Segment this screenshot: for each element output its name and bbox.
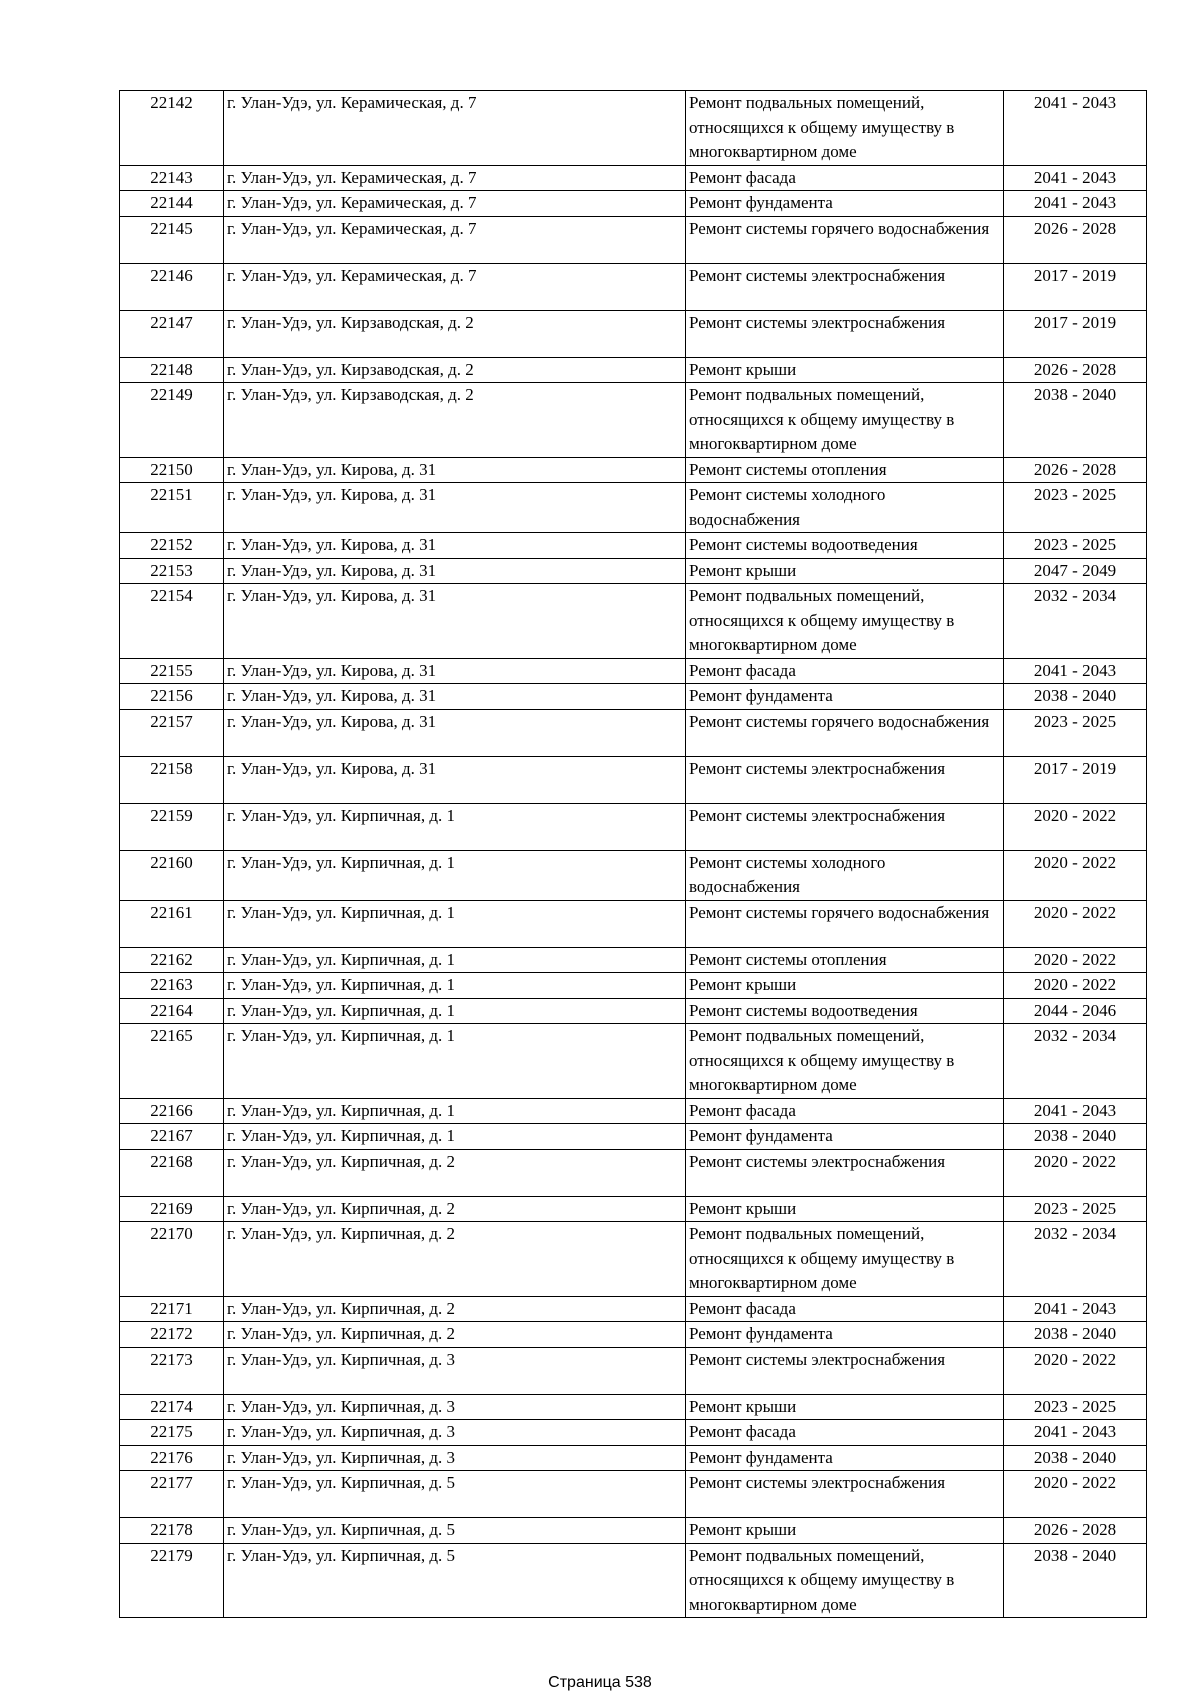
table-row (120, 803, 1147, 850)
address-cell: г. Улан-Удэ, ул. Кирпичная, д. 2 (224, 1322, 686, 1348)
address-cell: г. Улан-Удэ, ул. Кирпичная, д. 1 (224, 1124, 686, 1150)
page-number: Страница 538 (548, 1674, 652, 1691)
table-row (120, 947, 1147, 973)
row-number: 22143 (120, 165, 224, 191)
period-cell: 2041 - 2043 (1004, 1420, 1147, 1446)
address-cell: г. Улан-Удэ, ул. Керамическая, д. 7 (224, 216, 686, 263)
table-row (120, 165, 1147, 191)
address-cell: г. Улан-Удэ, ул. Кирпичная, д. 3 (224, 1347, 686, 1394)
address-cell: г. Улан-Удэ, ул. Кирпичная, д. 3 (224, 1394, 686, 1420)
row-number: 22172 (120, 1322, 224, 1348)
row-number: 22153 (120, 558, 224, 584)
period-cell: 2017 - 2019 (1004, 310, 1147, 357)
row-number: 22177 (120, 1471, 224, 1518)
table-row (120, 91, 1147, 166)
period-cell: 2020 - 2022 (1004, 973, 1147, 999)
row-number: 22157 (120, 709, 224, 756)
work-type-cell: Ремонт системы горячего водоснабжения (686, 900, 1004, 947)
repair-schedule-table (119, 90, 1147, 1618)
row-number: 22158 (120, 756, 224, 803)
address-cell: г. Улан-Удэ, ул. Кирпичная, д. 2 (224, 1296, 686, 1322)
row-number: 22174 (120, 1394, 224, 1420)
address-cell: г. Улан-Удэ, ул. Кирова, д. 31 (224, 533, 686, 559)
address-cell: г. Улан-Удэ, ул. Кирпичная, д. 1 (224, 973, 686, 999)
period-cell: 2041 - 2043 (1004, 165, 1147, 191)
row-number: 22171 (120, 1296, 224, 1322)
address-cell: г. Улан-Удэ, ул. Керамическая, д. 7 (224, 91, 686, 166)
table-row (120, 1196, 1147, 1222)
period-cell: 2020 - 2022 (1004, 1471, 1147, 1518)
row-number: 22149 (120, 383, 224, 458)
period-cell: 2032 - 2034 (1004, 1024, 1147, 1099)
address-cell: г. Улан-Удэ, ул. Кирпичная, д. 1 (224, 1024, 686, 1099)
table-row (120, 973, 1147, 999)
row-number: 22151 (120, 483, 224, 533)
work-type-cell: Ремонт подвальных помещений, относящихся к общему имуществу в многоквартирном доме (686, 383, 1004, 458)
row-number: 22162 (120, 947, 224, 973)
work-type-cell: Ремонт крыши (686, 1196, 1004, 1222)
row-number: 22169 (120, 1196, 224, 1222)
period-cell: 2017 - 2019 (1004, 263, 1147, 310)
address-cell: г. Улан-Удэ, ул. Кирпичная, д. 1 (224, 947, 686, 973)
row-number: 22173 (120, 1347, 224, 1394)
period-cell: 2026 - 2028 (1004, 216, 1147, 263)
table-row (120, 457, 1147, 483)
table-row (120, 533, 1147, 559)
address-cell: г. Улан-Удэ, ул. Кирпичная, д. 3 (224, 1445, 686, 1471)
period-cell: 2041 - 2043 (1004, 1296, 1147, 1322)
row-number: 22154 (120, 584, 224, 659)
address-cell: г. Улан-Удэ, ул. Кирпичная, д. 1 (224, 900, 686, 947)
period-cell: 2020 - 2022 (1004, 803, 1147, 850)
address-cell: г. Улан-Удэ, ул. Кирпичная, д. 1 (224, 998, 686, 1024)
work-type-cell: Ремонт фундамента (686, 191, 1004, 217)
row-number: 22166 (120, 1098, 224, 1124)
table-row (120, 1024, 1147, 1099)
address-cell: г. Улан-Удэ, ул. Кирпичная, д. 2 (224, 1222, 686, 1297)
table-row (120, 263, 1147, 310)
period-cell: 2020 - 2022 (1004, 900, 1147, 947)
period-cell: 2032 - 2034 (1004, 1222, 1147, 1297)
work-type-cell: Ремонт фундамента (686, 1322, 1004, 1348)
work-type-cell: Ремонт системы электроснабжения (686, 1149, 1004, 1196)
work-type-cell: Ремонт фундамента (686, 1445, 1004, 1471)
period-cell: 2041 - 2043 (1004, 1098, 1147, 1124)
address-cell: г. Улан-Удэ, ул. Кирова, д. 31 (224, 457, 686, 483)
period-cell: 2038 - 2040 (1004, 1543, 1147, 1618)
table-row (120, 1098, 1147, 1124)
table-row (120, 383, 1147, 458)
work-type-cell: Ремонт системы электроснабжения (686, 756, 1004, 803)
table-row (120, 191, 1147, 217)
table-row (120, 684, 1147, 710)
work-type-cell: Ремонт подвальных помещений, относящихся к общему имуществу в многоквартирном доме (686, 91, 1004, 166)
period-cell: 2023 - 2025 (1004, 533, 1147, 559)
table-row (120, 1394, 1147, 1420)
address-cell: г. Улан-Удэ, ул. Кирпичная, д. 1 (224, 803, 686, 850)
address-cell: г. Улан-Удэ, ул. Керамическая, д. 7 (224, 263, 686, 310)
period-cell: 2038 - 2040 (1004, 684, 1147, 710)
work-type-cell: Ремонт фасада (686, 1098, 1004, 1124)
period-cell: 2038 - 2040 (1004, 1322, 1147, 1348)
period-cell: 2023 - 2025 (1004, 1196, 1147, 1222)
address-cell: г. Улан-Удэ, ул. Кирзаводская, д. 2 (224, 357, 686, 383)
work-type-cell: Ремонт фасада (686, 1420, 1004, 1446)
table-row (120, 1445, 1147, 1471)
period-cell: 2026 - 2028 (1004, 457, 1147, 483)
address-cell: г. Улан-Удэ, ул. Кирпичная, д. 5 (224, 1471, 686, 1518)
work-type-cell: Ремонт системы горячего водоснабжения (686, 709, 1004, 756)
table-row (120, 900, 1147, 947)
table-row (120, 1518, 1147, 1544)
table-row (120, 1543, 1147, 1618)
row-number: 22142 (120, 91, 224, 166)
row-number: 22170 (120, 1222, 224, 1297)
address-cell: г. Улан-Удэ, ул. Кирова, д. 31 (224, 584, 686, 659)
row-number: 22150 (120, 457, 224, 483)
table-row (120, 850, 1147, 900)
work-type-cell: Ремонт подвальных помещений, относящихся к общему имуществу в многоквартирном доме (686, 584, 1004, 659)
table-row (120, 658, 1147, 684)
work-type-cell: Ремонт крыши (686, 357, 1004, 383)
row-number: 22163 (120, 973, 224, 999)
work-type-cell: Ремонт подвальных помещений, относящихся к общему имуществу в многоквартирном доме (686, 1222, 1004, 1297)
row-number: 22145 (120, 216, 224, 263)
row-number: 22147 (120, 310, 224, 357)
table-row (120, 1347, 1147, 1394)
period-cell: 2023 - 2025 (1004, 1394, 1147, 1420)
work-type-cell: Ремонт крыши (686, 1518, 1004, 1544)
row-number: 22168 (120, 1149, 224, 1196)
address-cell: г. Улан-Удэ, ул. Кирпичная, д. 2 (224, 1196, 686, 1222)
row-number: 22159 (120, 803, 224, 850)
period-cell: 2026 - 2028 (1004, 357, 1147, 383)
period-cell: 2023 - 2025 (1004, 709, 1147, 756)
table-row (120, 998, 1147, 1024)
address-cell: г. Улан-Удэ, ул. Кирпичная, д. 5 (224, 1518, 686, 1544)
row-number: 22160 (120, 850, 224, 900)
table-row (120, 558, 1147, 584)
address-cell: г. Улан-Удэ, ул. Кирова, д. 31 (224, 658, 686, 684)
address-cell: г. Улан-Удэ, ул. Керамическая, д. 7 (224, 191, 686, 217)
row-number: 22146 (120, 263, 224, 310)
address-cell: г. Улан-Удэ, ул. Кирпичная, д. 5 (224, 1543, 686, 1618)
address-cell: г. Улан-Удэ, ул. Кирпичная, д. 1 (224, 1098, 686, 1124)
address-cell: г. Улан-Удэ, ул. Кирпичная, д. 3 (224, 1420, 686, 1446)
period-cell: 2020 - 2022 (1004, 1347, 1147, 1394)
address-cell: г. Улан-Удэ, ул. Керамическая, д. 7 (224, 165, 686, 191)
work-type-cell: Ремонт фасада (686, 1296, 1004, 1322)
table-row (120, 756, 1147, 803)
row-number: 22161 (120, 900, 224, 947)
period-cell: 2038 - 2040 (1004, 383, 1147, 458)
work-type-cell: Ремонт фундамента (686, 1124, 1004, 1150)
period-cell: 2047 - 2049 (1004, 558, 1147, 584)
work-type-cell: Ремонт системы холодного водоснабжения (686, 483, 1004, 533)
period-cell: 2038 - 2040 (1004, 1124, 1147, 1150)
table-row (120, 483, 1147, 533)
period-cell: 2032 - 2034 (1004, 584, 1147, 659)
period-cell: 2017 - 2019 (1004, 756, 1147, 803)
work-type-cell: Ремонт системы отопления (686, 947, 1004, 973)
address-cell: г. Улан-Удэ, ул. Кирова, д. 31 (224, 756, 686, 803)
row-number: 22176 (120, 1445, 224, 1471)
period-cell: 2041 - 2043 (1004, 191, 1147, 217)
work-type-cell: Ремонт системы электроснабжения (686, 1471, 1004, 1518)
work-type-cell: Ремонт системы отопления (686, 457, 1004, 483)
address-cell: г. Улан-Удэ, ул. Кирова, д. 31 (224, 709, 686, 756)
row-number: 22164 (120, 998, 224, 1024)
period-cell: 2026 - 2028 (1004, 1518, 1147, 1544)
work-type-cell: Ремонт системы холодного водоснабжения (686, 850, 1004, 900)
table-row (120, 1322, 1147, 1348)
table-row (120, 584, 1147, 659)
period-cell: 2020 - 2022 (1004, 1149, 1147, 1196)
table-row (120, 216, 1147, 263)
work-type-cell: Ремонт крыши (686, 1394, 1004, 1420)
period-cell: 2020 - 2022 (1004, 947, 1147, 973)
work-type-cell: Ремонт фасада (686, 658, 1004, 684)
row-number: 22167 (120, 1124, 224, 1150)
table-row (120, 310, 1147, 357)
work-type-cell: Ремонт крыши (686, 973, 1004, 999)
work-type-cell: Ремонт системы электроснабжения (686, 263, 1004, 310)
work-type-cell: Ремонт подвальных помещений, относящихся к общему имуществу в многоквартирном доме (686, 1543, 1004, 1618)
period-cell: 2038 - 2040 (1004, 1445, 1147, 1471)
work-type-cell: Ремонт системы горячего водоснабжения (686, 216, 1004, 263)
address-cell: г. Улан-Удэ, ул. Кирова, д. 31 (224, 558, 686, 584)
table-row (120, 357, 1147, 383)
address-cell: г. Улан-Удэ, ул. Кирпичная, д. 1 (224, 850, 686, 900)
address-cell: г. Улан-Удэ, ул. Кирова, д. 31 (224, 483, 686, 533)
row-number: 22148 (120, 357, 224, 383)
work-type-cell: Ремонт фасада (686, 165, 1004, 191)
address-cell: г. Улан-Удэ, ул. Кирзаводская, д. 2 (224, 383, 686, 458)
period-cell: 2020 - 2022 (1004, 850, 1147, 900)
work-type-cell: Ремонт фундамента (686, 684, 1004, 710)
work-type-cell: Ремонт системы электроснабжения (686, 310, 1004, 357)
work-type-cell: Ремонт системы электроснабжения (686, 1347, 1004, 1394)
period-cell: 2044 - 2046 (1004, 998, 1147, 1024)
address-cell: г. Улан-Удэ, ул. Кирова, д. 31 (224, 684, 686, 710)
period-cell: 2023 - 2025 (1004, 483, 1147, 533)
row-number: 22144 (120, 191, 224, 217)
table-row (120, 1296, 1147, 1322)
work-type-cell: Ремонт системы водоотведения (686, 533, 1004, 559)
row-number: 22179 (120, 1543, 224, 1618)
table-body (120, 91, 1147, 1618)
table-row (120, 1124, 1147, 1150)
work-type-cell: Ремонт системы электроснабжения (686, 803, 1004, 850)
table-row (120, 1149, 1147, 1196)
address-cell: г. Улан-Удэ, ул. Кирзаводская, д. 2 (224, 310, 686, 357)
work-type-cell: Ремонт подвальных помещений, относящихся к общему имуществу в многоквартирном доме (686, 1024, 1004, 1099)
table-row (120, 1471, 1147, 1518)
row-number: 22175 (120, 1420, 224, 1446)
row-number: 22152 (120, 533, 224, 559)
table-row (120, 1222, 1147, 1297)
period-cell: 2041 - 2043 (1004, 658, 1147, 684)
work-type-cell: Ремонт системы водоотведения (686, 998, 1004, 1024)
row-number: 22155 (120, 658, 224, 684)
period-cell: 2041 - 2043 (1004, 91, 1147, 166)
work-type-cell: Ремонт крыши (686, 558, 1004, 584)
table-row (120, 709, 1147, 756)
table-row (120, 1420, 1147, 1446)
row-number: 22178 (120, 1518, 224, 1544)
row-number: 22156 (120, 684, 224, 710)
address-cell: г. Улан-Удэ, ул. Кирпичная, д. 2 (224, 1149, 686, 1196)
row-number: 22165 (120, 1024, 224, 1099)
